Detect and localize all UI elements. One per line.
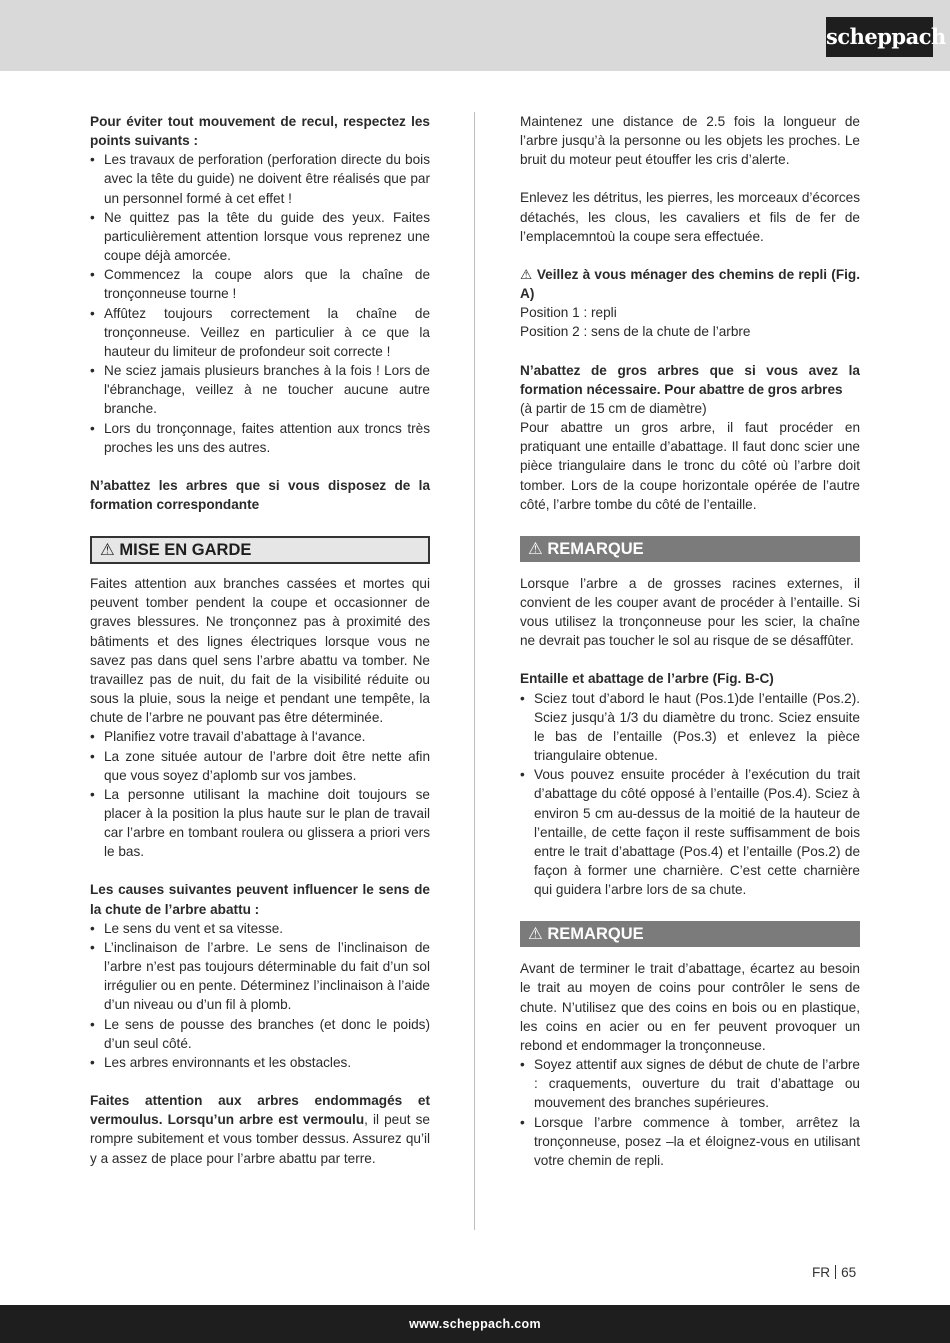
roots-paragraph: Lorsque l’arbre a de grosses racines externes, il convient de les couper avant de procéder à l’entaille. Si vous utilisez la tronçonneuse pour les scier, la chaîne ne devrait pas toucher le sol au risque de se désaffûter. — [520, 575, 860, 649]
list-item: • Soyez attentif aux signes de début de chute de l’arbre : craquements, ouverture du trait d’abattage ou mouvement des branches supérieures. — [520, 1055, 860, 1112]
kickback-list — [90, 150, 430, 457]
list-item: • Vous pouvez ensuite procéder à l’exécution du trait d’abattage du côté opposé à l’entaille (Pos.4). Sciez à environ 5 cm au-dessus de la moitié de la hauteur de l’entaille, de cette façon il reste suffisamment de bois entre le trait d’abattage (Pos.4) et l’entaille (Pos.2) de façon à former une charnière. C’est cette charnière qui guidera l’arbre lors de sa chute. — [520, 765, 860, 899]
large-trees-paragraph: Pour abattre un gros arbre, il faut procéder en pratiquant une entaille d’abattage. Il faut donc scier une pièce triangulaire dans le tronc du côté où l’arbre doit tomber. Lors de la coupe horizontale opérée de l’autre côté, l’arbre tombe du côté de l’entaille. — [520, 420, 860, 512]
left-column — [90, 112, 430, 1187]
footer-bar — [0, 1305, 950, 1343]
diameter-line: (à partir de 15 cm de diamètre) — [520, 400, 707, 416]
damaged-trees-paragraph — [90, 1091, 430, 1168]
scheppach-logo: scheppach — [826, 17, 933, 57]
list-item: • La zone située autour de l’arbre doit être nette afin que vous soyez d’aplomb sur vos jambes. — [90, 747, 430, 785]
language-code: FR — [812, 1265, 831, 1280]
list-item: • Sciez tout d’abord le haut (Pos.1)de l’entaille (Pos.2). Sciez jusqu’à 1/3 du diamètre du tronc. Sciez ensuite le bas de l’entaille (Pos.3) et enlevez la pièce triangulaire obtenue. — [520, 689, 860, 766]
note-box-title: ⚠ REMARQUE — [520, 921, 860, 947]
list-item: • Ne sciez jamais plusieurs branches à la fois ! Lors de l'ébranchage, veillez à ne toucher aucune autre branche. — [90, 361, 430, 418]
page-number-separator — [835, 1265, 836, 1279]
list-item: • Le sens du vent et sa vitesse. — [90, 919, 430, 938]
list-item: • Affûtez toujours correctement la chaîne de tronçonneuse. Veillez en particulier à ce que la hauteur du limiteur de profondeur soit correcte ! — [90, 304, 430, 361]
escape-routes-heading: ⚠ Veillez à vous ménager des chemins de repli (Fig. A) — [520, 266, 860, 302]
page-number-value: 65 — [841, 1265, 857, 1280]
list-item: • Ne quittez pas la tête du guide des yeux. Faites particulièrement attention lorsque vous reprenez une coupe déjà amorcée. — [90, 208, 430, 265]
right-column — [520, 112, 860, 1189]
kickback-heading: Pour éviter tout mouvement de recul, respectez les points suivants : — [90, 114, 430, 149]
list-item: • Commencez la coupe alors que la chaîne de tronçonneuse tourne ! — [90, 265, 430, 303]
list-item: • L’inclinaison de l’arbre. Le sens de l’inclinaison de l’arbre n’est pas toujours déterminable du fait d’un sol irrégulier ou en pente. Déterminez l’inclinaison à l’aide d’un niveau ou d’un fil à plomb. — [90, 938, 430, 1015]
list-item: • Les arbres environnants et les obstacles. — [90, 1053, 430, 1072]
falling-list — [520, 1055, 860, 1170]
causes-list — [90, 919, 430, 1072]
notch-heading: Entaille et abattage de l’arbre (Fig. B-C) — [520, 671, 774, 687]
list-item: • La personne utilisant la machine doit toujours se placer à la position la plus haute sur le plan de travail car l’arbre en tombant roulera ou glissera a priori vers le bas. — [90, 785, 430, 862]
footer-url: www.scheppach.com — [409, 1317, 541, 1331]
list-item: • Planifiez votre travail d’abattage à l‘avance. — [90, 727, 430, 746]
distance-paragraph: Maintenez une distance de 2.5 fois la longueur de l’arbre jusqu’à la personne ou les objets les proches. Le bruit du moteur peut étouffer les cris d’alerte. — [520, 114, 860, 168]
damaged-trees-rest: , il peut se rompre subitement et vous tomber dessus. Assurez qu’il y a assez de place pour l’arbre abattu par terre. — [90, 1112, 430, 1166]
list-item: • Lorsque l’arbre commence à tomber, arrêtez la tronçonneuse, posez –la et éloignez-vous en utilisant votre chemin de repli. — [520, 1113, 860, 1170]
warning-paragraph: Faites attention aux branches cassées et mortes qui peuvent tomber pendent la coupe et occasionner de graves blessures. Ne tronçonnez pas à proximité des bâtiments et des lignes électriques lorsque vous ne savez pas dans quel sens l’arbre abattu va tomber. Ne travaillez pas de nuit, du fait de la visibilité réduite ou sous la pluie, sous la neige et pendant une tempête, la chute de l’arbre ne pouvant pas être déterminée. — [90, 576, 430, 726]
large-trees-heading: N’abattez de gros arbres que si vous avez la formation nécessaire. Pour abattre de gros arbres — [520, 362, 860, 397]
position-1-line: Position 1 : repli — [520, 305, 617, 321]
causes-heading: Les causes suivantes peuvent influencer le sens de la chute de l’arbre abattu : — [90, 882, 430, 917]
note-box-title: ⚠ REMARQUE — [520, 536, 860, 562]
list-item: • Lors du tronçonnage, faites attention aux troncs très proches les uns des autres. — [90, 419, 430, 457]
list-item: • Les travaux de perforation (perforation directe du bois avec la tête du guide) ne doivent être réalisés que par un personnel formé à cet effet ! — [90, 150, 430, 207]
planning-list — [90, 727, 430, 861]
page-number — [812, 1265, 856, 1280]
damaged-trees-bold: Faites attention aux arbres endommagés et vermoulus. Lorsqu’un arbre est vermoulu — [90, 1093, 430, 1128]
training-heading: N’abattez les arbres que si vous disposez de la formation correspondante — [90, 477, 430, 512]
position-2-line: Position 2 : sens de la chute de l’arbre — [520, 324, 751, 340]
warning-box-title: ⚠ MISE EN GARDE — [90, 536, 430, 564]
column-divider — [474, 112, 475, 1230]
wedges-paragraph: Avant de terminer le trait d’abattage, écartez au besoin le trait au moyen de coins pour contrôler le sens de chute. N’utilisez que des coins en bois ou en plastique, les coins en acier ou en fer peuvent provoquer un rebond et endommager la tronçonneuse. — [520, 961, 860, 1053]
list-item: • Le sens de pousse des branches (et donc le poids) d’un seul côté. — [90, 1015, 430, 1053]
debris-paragraph: Enlevez les détritus, les pierres, les morceaux d’écorces détachés, les clous, les cavaliers et fils de fer de l’emplacemntoù la coupe sera effectuée. — [520, 190, 860, 244]
notch-list — [520, 689, 860, 900]
header-bar — [0, 0, 950, 71]
